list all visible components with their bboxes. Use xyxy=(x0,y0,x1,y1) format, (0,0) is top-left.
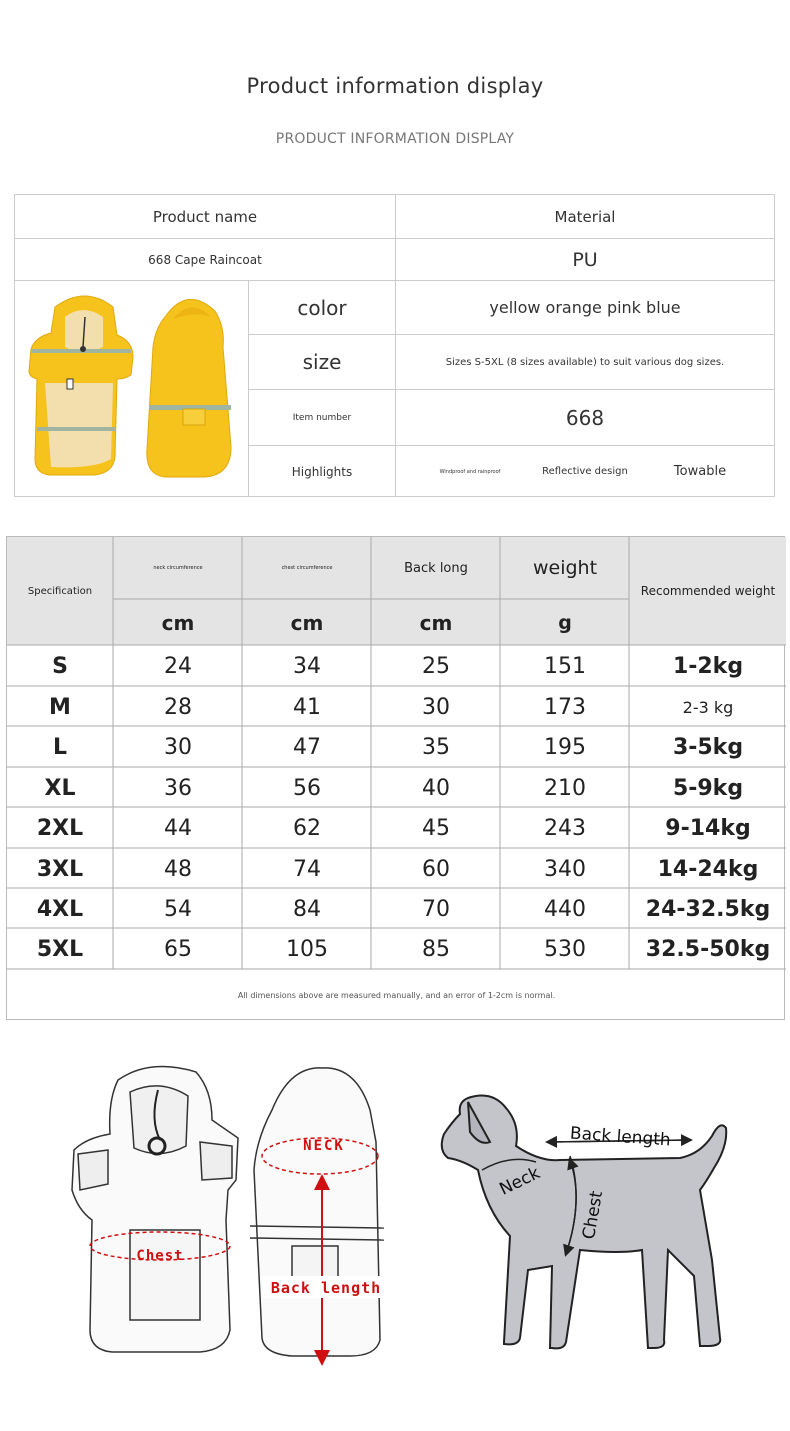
cell-weight: 151 xyxy=(544,653,586,679)
highlights-label: Highlights xyxy=(291,464,353,479)
cell-weight: 210 xyxy=(544,775,586,801)
cell-weight: 243 xyxy=(544,815,586,841)
chest-unit: cm xyxy=(290,610,324,635)
cell-neck: 24 xyxy=(164,653,192,679)
cell-size: XL xyxy=(44,775,76,801)
cell-back: 45 xyxy=(422,815,450,841)
rec-header: Recommended weight xyxy=(640,584,776,598)
back-header: Back long xyxy=(404,560,468,576)
item-number-value: 668 xyxy=(565,405,605,430)
product-name-value: 668 Cape Raincoat xyxy=(148,252,262,267)
weight-unit: g xyxy=(558,611,572,634)
cell-neck: 65 xyxy=(164,936,192,962)
page-title: Product information display xyxy=(246,74,544,98)
measurement-diagram xyxy=(0,1050,790,1427)
size-value: Sizes S-5XL (8 sizes available) to suit various dog sizes. xyxy=(445,356,725,368)
product-image xyxy=(25,287,240,487)
cell-weight: 530 xyxy=(544,936,586,962)
front-chest-label: Chest xyxy=(136,1248,184,1264)
highlight-reflective: Reflective design xyxy=(542,466,628,477)
raincoat-front-icon xyxy=(29,296,133,475)
back-coat-outline-icon xyxy=(250,1068,384,1356)
page-subtitle: PRODUCT INFORMATION DISPLAY xyxy=(275,131,515,147)
dog-chest-label: Chest xyxy=(579,1189,608,1241)
cell-rec: 14-24kg xyxy=(657,856,759,882)
chest-header: chest circumference xyxy=(281,565,333,571)
measurement-diagram-svg xyxy=(0,1050,790,1427)
cell-rec: 1-2kg xyxy=(672,653,744,679)
cell-back: 60 xyxy=(422,856,450,882)
size-label: size xyxy=(302,350,342,374)
cell-rec: 5-9kg xyxy=(672,775,744,801)
highlight-towable: Towable xyxy=(673,464,727,479)
cell-neck: 44 xyxy=(164,815,192,841)
product-info-table xyxy=(14,194,775,497)
color-value: yellow orange pink blue xyxy=(489,298,681,317)
cell-back: 30 xyxy=(422,694,450,720)
back-neck-label: NECK xyxy=(303,1138,345,1154)
cell-weight: 440 xyxy=(544,896,586,922)
spec-header: Specification xyxy=(27,585,93,597)
dog-neck-label: Neck xyxy=(496,1163,544,1200)
cell-size: 3XL xyxy=(36,856,84,882)
cell-rec: 24-32.5kg xyxy=(645,896,771,922)
cell-size: 4XL xyxy=(36,896,84,922)
color-label: color xyxy=(297,295,347,320)
back-length-label: Back length xyxy=(270,1279,382,1297)
material-value: PU xyxy=(572,248,598,271)
cell-chest: 56 xyxy=(293,775,321,801)
size-chart-table xyxy=(6,536,785,1020)
cell-neck: 30 xyxy=(164,734,192,760)
cell-neck: 28 xyxy=(164,694,192,720)
cell-size: 2XL xyxy=(36,815,84,841)
cell-rec: 2-3 kg xyxy=(682,697,734,717)
cell-back: 70 xyxy=(422,896,450,922)
cell-neck: 48 xyxy=(164,856,192,882)
material-label: Material xyxy=(554,207,616,226)
cell-back: 40 xyxy=(422,775,450,801)
cell-chest: 84 xyxy=(293,896,321,922)
cell-size: M xyxy=(49,694,71,720)
cell-chest: 62 xyxy=(293,815,321,841)
cell-rec: 3-5kg xyxy=(672,734,744,760)
cell-chest: 34 xyxy=(293,653,321,679)
cell-weight: 195 xyxy=(544,734,586,760)
cell-size: L xyxy=(52,734,68,760)
cell-chest: 105 xyxy=(286,936,328,962)
weight-header: weight xyxy=(532,557,598,579)
cell-back: 85 xyxy=(422,936,450,962)
cell-rec: 32.5-50kg xyxy=(645,936,771,962)
cell-rec: 9-14kg xyxy=(665,815,751,841)
cell-neck: 36 xyxy=(164,775,192,801)
cell-weight: 340 xyxy=(544,856,586,882)
cell-chest: 47 xyxy=(293,734,321,760)
cell-weight: 173 xyxy=(544,694,586,720)
cell-neck: 54 xyxy=(164,896,192,922)
item-number-label: Item number xyxy=(292,412,352,423)
cell-size: S xyxy=(52,653,68,679)
product-name-label: Product name xyxy=(152,207,258,226)
cell-size: 5XL xyxy=(36,936,84,962)
neck-unit: cm xyxy=(161,610,195,635)
highlights-value xyxy=(396,446,774,497)
back-unit: cm xyxy=(419,610,453,635)
cell-chest: 41 xyxy=(293,694,321,720)
raincoat-back-icon xyxy=(147,299,231,477)
measurement-note: All dimensions above are measured manually, and an error of 1-2cm is normal. xyxy=(237,990,556,1000)
cell-back: 25 xyxy=(422,653,450,679)
highlight-windproof: Windproof and rainproof xyxy=(439,468,501,475)
dog-back-length-label: Back length xyxy=(569,1123,672,1151)
cell-back: 35 xyxy=(422,734,450,760)
neck-header: neck circumference xyxy=(153,565,203,571)
cell-chest: 74 xyxy=(293,856,321,882)
